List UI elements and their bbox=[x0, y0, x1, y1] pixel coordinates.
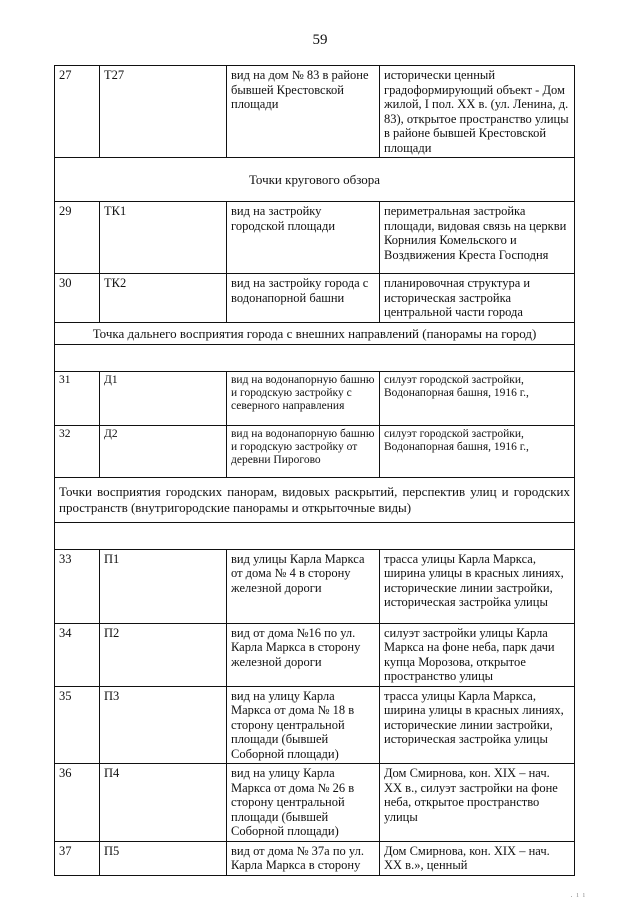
table-row bbox=[55, 686, 575, 764]
empty-cell bbox=[55, 344, 575, 371]
viewpoints-table-container bbox=[54, 65, 574, 876]
object-description: Дом Смирнова, кон. XIX – нач. XX в., силуэт застройки на фоне неба, открытое пространство улицы bbox=[380, 764, 575, 842]
object-description: трасса улицы Карла Маркса, ширина улицы в красных линиях, исторические линии застройки, историческая застройка улицы bbox=[380, 686, 575, 764]
view-description: вид на застройку городской площади bbox=[227, 202, 380, 274]
object-description: трасса улицы Карла Маркса, ширина улицы в красных линиях, исторические линии застройки, историческая застройка улицы bbox=[380, 549, 575, 623]
section-header-row bbox=[55, 158, 575, 202]
section-title-distant: Точка дальнего восприятия города с внешних направлений (панорамы на город) bbox=[55, 322, 575, 344]
point-code: П4 bbox=[100, 764, 227, 842]
table-row bbox=[55, 66, 575, 158]
object-description: Дом Смирнова, кон. XIX – нач. XX в.», ценный bbox=[380, 841, 575, 875]
object-description: силуэт городской застройки, Водонапорная башня, 1916 г., bbox=[380, 371, 575, 425]
empty-row bbox=[55, 344, 575, 371]
table-row bbox=[55, 623, 575, 686]
view-description: вид от дома № 37а по ул. Карла Маркса в сторону bbox=[227, 841, 380, 875]
row-number: 36 bbox=[55, 764, 100, 842]
view-description: вид на дом № 83 в районе бывшей Крестовской площади bbox=[227, 66, 380, 158]
table-row bbox=[55, 841, 575, 875]
view-description: вид на водонапорную башню и городскую застройку от деревни Пирогово bbox=[227, 425, 380, 477]
point-code: ТК2 bbox=[100, 274, 227, 323]
row-number: 37 bbox=[55, 841, 100, 875]
point-code: П2 bbox=[100, 623, 227, 686]
object-description: исторически ценный градоформирующий объект - Дом жилой, I пол. XX в. (ул. Ленина, д. 83), открытое пространство улицы в районе бывшей Крестовской площади bbox=[380, 66, 575, 158]
row-number: 32 bbox=[55, 425, 100, 477]
view-description: вид на улицу Карла Маркса от дома № 18 в сторону центральной площади (бывшей Соборной площади) bbox=[227, 686, 380, 764]
table-row bbox=[55, 549, 575, 623]
empty-cell bbox=[55, 522, 575, 549]
row-number: 30 bbox=[55, 274, 100, 323]
row-number: 35 bbox=[55, 686, 100, 764]
row-number: 27 bbox=[55, 66, 100, 158]
row-number: 31 bbox=[55, 371, 100, 425]
object-description: планировочная структура и историческая застройка центральной части города bbox=[380, 274, 575, 323]
point-code: ТК1 bbox=[100, 202, 227, 274]
point-code: П5 bbox=[100, 841, 227, 875]
table-row bbox=[55, 425, 575, 477]
view-description: вид на застройку города с водонапорной башни bbox=[227, 274, 380, 323]
view-description: вид на водонапорную башню и городскую застройку с северного направления bbox=[227, 371, 380, 425]
table-row bbox=[55, 764, 575, 842]
point-code: Д2 bbox=[100, 425, 227, 477]
scan-mark: . ı ı bbox=[570, 890, 586, 899]
section-title-circular: Точки кругового обзора bbox=[55, 158, 575, 202]
row-number: 34 bbox=[55, 623, 100, 686]
point-code: Т27 bbox=[100, 66, 227, 158]
table-row bbox=[55, 202, 575, 274]
object-description: периметральная застройка площади, видовая связь на церкви Корнилия Комельского и Воздвижения Креста Господня bbox=[380, 202, 575, 274]
section-title-panoramas: Точки восприятия городских панорам, видовых раскрытий, перспектив улиц и городских пространств (внутригородские панорамы и открыточные виды) bbox=[55, 477, 575, 522]
empty-row bbox=[55, 522, 575, 549]
row-number: 29 bbox=[55, 202, 100, 274]
page-number: 59 bbox=[312, 32, 328, 48]
view-description: вид улицы Карла Маркса от дома № 4 в сторону железной дороги bbox=[227, 549, 380, 623]
point-code: П1 bbox=[100, 549, 227, 623]
table-row bbox=[55, 274, 575, 323]
point-code: П3 bbox=[100, 686, 227, 764]
object-description: силуэт городской застройки, Водонапорная башня, 1916 г., bbox=[380, 425, 575, 477]
view-description: вид от дома №16 по ул. Карла Маркса в сторону железной дороги bbox=[227, 623, 380, 686]
section-header-row bbox=[55, 477, 575, 522]
viewpoints-table bbox=[54, 65, 575, 876]
object-description: силуэт застройки улицы Карла Маркса на фоне неба, парк дачи купца Морозова, открытое пространство улицы bbox=[380, 623, 575, 686]
point-code: Д1 bbox=[100, 371, 227, 425]
row-number: 33 bbox=[55, 549, 100, 623]
table-row bbox=[55, 371, 575, 425]
view-description: вид на улицу Карла Маркса от дома № 26 в сторону центральной площади (бывшей Соборной площади) bbox=[227, 764, 380, 842]
section-header-row bbox=[55, 322, 575, 344]
